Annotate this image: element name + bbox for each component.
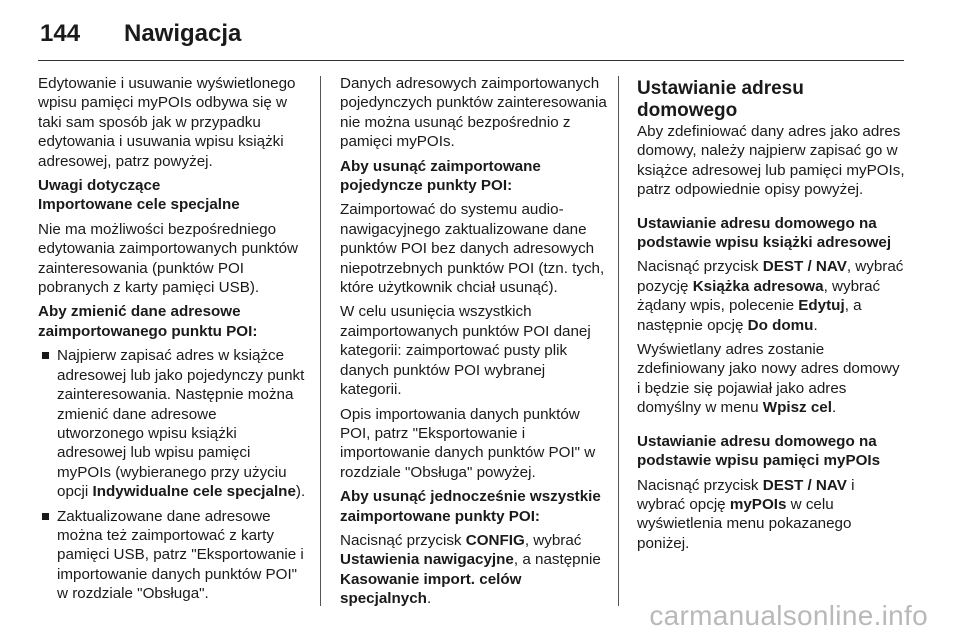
sub1-heading-line-2: podstawie wpisu książki adresowej: [637, 234, 892, 252]
paragraph-edit-delete: Edytowanie i usuwanie wyświetlonego wpisu pamięci myPOIs odbywa się w taki sam sposób jak w przypadku edytowania i usuwania wpisu książki adresowej, patrz powyżej.: [38, 75, 296, 170]
change-heading-line-2: zaimportowanego punktu POI:: [38, 322, 258, 340]
sub2-heading-line-1: Ustawianie adresu domowego na: [637, 432, 877, 450]
menu-option-individual-pois: Indywidualne cele specjalne: [92, 483, 296, 501]
text: , a następnie opcję: [637, 297, 862, 334]
menu-option-mypois: myPOIs: [729, 495, 787, 513]
delete-heading-line-1: Aby usunąć zaimportowane: [340, 157, 541, 175]
list-item: [38, 507, 306, 604]
watermark-text: carmanualsonline.info: [649, 600, 928, 631]
text: .: [831, 399, 837, 417]
imported-heading-line: Importowane cele specjalne: [38, 196, 240, 214]
paragraph-import-updated: Zaimportować do systemu audio-nawigacyjnego zaktualizowane dane punktów POI bez danych adresowych niepotrzebnych punktów POI (tzn. tych, które użytkownik chciał usunąć).: [340, 201, 605, 297]
text: i wybrać opcję: [637, 476, 855, 513]
column-3: [637, 74, 905, 558]
column-divider-2: [618, 76, 619, 606]
change-address-heading: [38, 302, 306, 341]
sub2-heading-line-2: podstawie wpisu pamięci myPOIs: [637, 452, 881, 470]
home-from-mypois-heading: [637, 432, 905, 471]
menu-option-enter-destination: Wpisz cel: [762, 399, 832, 417]
list-item: [38, 346, 306, 501]
text: , wybrać pozycję: [637, 258, 904, 295]
delete-heading-line-2: pojedyncze punkty POI:: [340, 177, 513, 195]
paragraph-import-reference: Opis importowania danych punktów POI, patrz "Eksportowanie i importowanie danych punktów POI" w rozdziale "Obsługa" powyżej.: [340, 405, 596, 481]
delete-all-heading-line-2: zaimportowane punkty POI:: [340, 507, 540, 525]
bullet-square-icon: [42, 513, 49, 520]
change-heading-line-1: Aby zmienić dane adresowe: [38, 303, 241, 321]
paragraph-cannot-delete: Danych adresowych zaimportowanych pojedynczych punktów zainteresowania nie można usunąć bezpośrednio z pamięci myPOIs.: [340, 75, 607, 151]
bullet-square-icon: [42, 352, 49, 359]
text: .: [813, 316, 818, 334]
bullet-text: Najpierw zapisać adres w książce adresowej lub jako pojedynczy punkt zainteresowania. Następnie można zmienić dane adresowe utworzonego wpisu książki adresowej lub wpisu pamięci myPOIs (wybieranego przy użyciu opcji: [57, 347, 305, 501]
text: .: [426, 590, 432, 608]
text: , a następnie: [513, 551, 601, 569]
text: Nacisnąć przycisk: [637, 258, 763, 276]
menu-option-address-book: Książka adresowa: [692, 277, 824, 295]
text: Nacisnąć przycisk: [340, 531, 466, 549]
page-header: [40, 14, 241, 54]
column-1: [38, 74, 306, 609]
header-rule: [38, 60, 904, 61]
column-divider-1: [320, 76, 321, 606]
config-button-label: CONFIG: [465, 531, 525, 549]
paragraph-mypois-steps: [637, 476, 905, 554]
delete-all-heading-line-1: Aby usunąć jednocześnie wszystkie: [340, 488, 601, 506]
dest-nav-button-label: DEST / NAV: [762, 258, 847, 276]
menu-option-nav-settings: Ustawienia nawigacyjne: [340, 551, 514, 569]
paragraph-no-edit: Nie ma możliwości bezpośredniego edytowania zaimportowanych punktów zainteresowania (punktów POI pobranych z karty pamięci USB).: [38, 220, 299, 297]
home-from-address-book-heading: [637, 214, 905, 253]
home-address-heading: Ustawianie adresu domowego: [637, 78, 804, 121]
text: w celu wyświetlenia menu pokazanego poniżej.: [637, 495, 852, 552]
dest-nav-button-label: DEST / NAV: [762, 476, 847, 494]
menu-option-home: Do domu: [747, 316, 814, 334]
text: Nacisnąć przycisk: [637, 476, 763, 494]
notes-heading: [38, 176, 306, 215]
paragraph-delete-all-steps: [340, 531, 608, 609]
notes-heading-line: Uwagi dotyczące: [38, 177, 161, 195]
paragraph-delete-category: W celu usunięcia wszystkich zaimportowanych punktów POI danej kategorii: zaimportować pusty plik danych punktów POI wybranej kategorii.: [340, 303, 591, 399]
bullet-text: Zaktualizowane dane adresowe można też zaimportować z karty pamięci USB, patrz "Eksportowanie i importowanie danych punktów POI" w rozdziale "Obsługa".: [57, 507, 304, 603]
change-steps-list: [38, 346, 306, 603]
paragraph-home-intro: Aby zdefiniować dany adres jako adres domowy, należy najpierw zapisać go w książce adresowej lub pamięci myPOIs, patrz odpowiednie opisy powyżej.: [637, 123, 905, 199]
delete-all-heading: [340, 487, 608, 526]
page-number: 144: [40, 20, 81, 47]
page-title: Nawigacja: [124, 20, 242, 47]
delete-imported-heading: [340, 157, 608, 196]
menu-option-edit: Edytuj: [798, 297, 845, 315]
paragraph-address-book-steps: [637, 257, 905, 335]
text: Wyświetlany adres zostanie zdefiniowany jako nowy adres domowy i będzie się pojawiał jako adres domyślny w menu: [637, 341, 900, 417]
paragraph-home-default: [637, 340, 905, 418]
column-2: [340, 74, 608, 614]
text: , wybrać żądany wpis, polecenie: [637, 277, 881, 315]
text: , wybrać: [524, 531, 582, 549]
bullet-text-end: ).: [295, 483, 306, 501]
menu-option-delete-imported: Kasowanie import. celów specjalnych: [340, 570, 522, 608]
sub1-heading-line-1: Ustawianie adresu domowego na: [637, 214, 877, 232]
